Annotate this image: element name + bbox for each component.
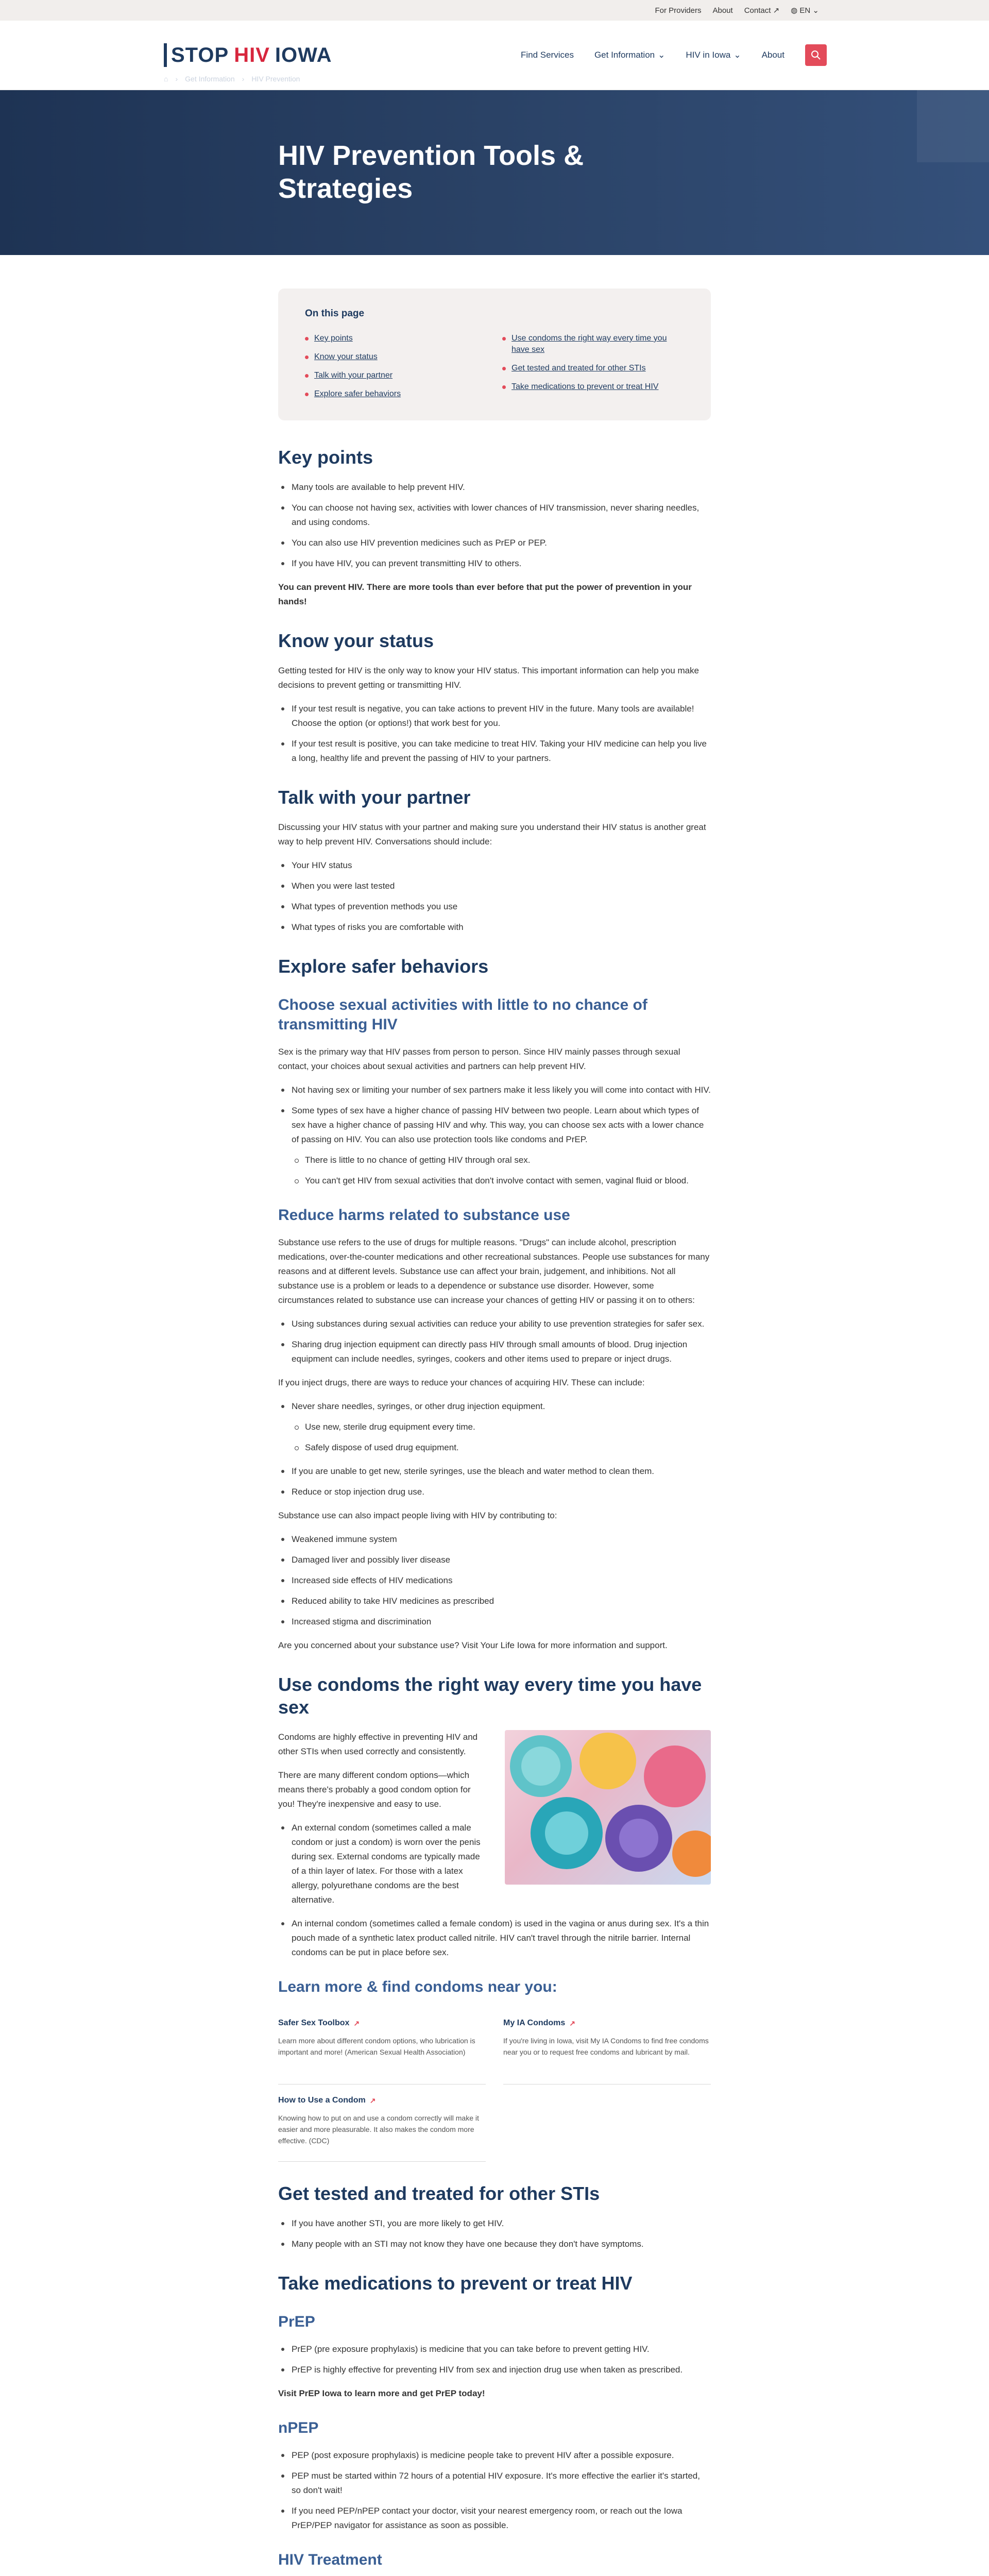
harms-inject-sublist [292, 1420, 711, 1455]
key-points-list [278, 480, 711, 571]
resource-card[interactable] [278, 2084, 486, 2162]
harms-list [278, 1317, 711, 1366]
nav-label: Find Services [520, 50, 574, 60]
condoms-list-2 [278, 1917, 711, 1960]
site-logo[interactable] [164, 43, 332, 67]
chevron-right-icon: › [242, 75, 245, 83]
list-item: PEP (post exposure prophylaxis) is medicine people take to prevent HIV after a possible exposure. [278, 2448, 711, 2463]
list-item: What types of prevention methods you use [278, 900, 711, 914]
chevron-down-icon: ⌄ [734, 50, 741, 60]
safer-subheading: Choose sexual activities with little to no chance of transmitting HIV [278, 996, 647, 1033]
list-item: An external condom (sometimes called a male condom or just a condom) is worn over the penis during sex. External condoms are typically made of a thin layer of latex. For those with a latex allergy, polyurethane condoms are the best alternative. [278, 1821, 489, 1907]
partner-list [278, 858, 711, 935]
list-item: If your test result is negative, you can take actions to prevent HIV in the future. Many tools are available! Choose the option (or options!) that work best for you. [278, 702, 711, 731]
external-link-icon: ↗ [569, 2019, 576, 2027]
nav-find-services[interactable] [521, 50, 574, 60]
hero-decoration [917, 90, 989, 162]
list-item: What types of risks you are comfortable with [278, 920, 711, 935]
list-item: An internal condom (sometimes called a female condom) is used in the vagina or anus during sex. It's a thin pouch made of a synthetic latex product called nitrile. HIV can't travel through the nitrile barrier. Internal condoms can be put in place before sex. [278, 1917, 711, 1960]
list-item: Reduced ability to take HIV medicines as prescribed [278, 1594, 711, 1608]
nav-label: HIV in Iowa [686, 50, 731, 60]
prep-list [278, 2342, 711, 2377]
list-item: When you were last tested [278, 879, 711, 893]
harms-intro: Substance use refers to the use of drugs for multiple reasons. "Drugs" can include alcohol, prescription medications, over-the-counter medications and other recreational substances. People use substances for many reasons and at different levels. Substance use can affect your brain, judgement, and inhibitions. Not all substance use is a problem or leads to a dependence or substance use disorder. However, some circumstances related to substance use can increase your chances of getting HIV or passing it on to others: [278, 1238, 710, 1305]
toc-heading: On this page [305, 308, 365, 319]
toc-link[interactable]: Talk with your partner [305, 370, 487, 381]
partner-intro: Discussing your HIV status with your partner and making sure you understand their HIV status is another great way to help prevent HIV. Conversations should include: [278, 822, 706, 846]
search-icon [811, 50, 821, 60]
prep-heading: PrEP [278, 2313, 315, 2330]
prep-iowa-link[interactable]: Visit PrEP Iowa to learn more and get PrEP today! [278, 2388, 485, 2398]
card-title: How to Use a Condom [278, 2096, 366, 2105]
safer-intro: Sex is the primary way that HIV passes from person to person. Since HIV mainly passes through sexual contact, your choices about sexual activities and partners can help prevent HIV. [278, 1047, 680, 1071]
contact-link[interactable] [744, 6, 779, 15]
key-points-heading: Key points [278, 447, 373, 468]
condoms-section [278, 1730, 711, 1917]
home-icon[interactable]: ⌂ [164, 75, 168, 83]
utility-bar [0, 0, 989, 21]
list-item: Many tools are available to help prevent HIV. [278, 480, 711, 495]
list-item: You can also use HIV prevention medicines such as PrEP or PEP. [278, 536, 711, 550]
for-providers-link[interactable]: For Providers [655, 6, 702, 15]
list-item: Many people with an STI may not know they have one because they don't have symptoms. [278, 2237, 711, 2251]
about-link[interactable]: About [712, 6, 733, 15]
nav-hiv-in-iowa[interactable] [686, 50, 741, 60]
list-item: Increased stigma and discrimination [278, 1615, 711, 1629]
nav-about[interactable] [762, 50, 785, 60]
chevron-down-icon: ⌄ [812, 6, 819, 15]
list-item: If you have HIV, you can prevent transmitting HIV to others. [278, 556, 711, 571]
stis-list [278, 2216, 711, 2251]
condoms-learn-heading: Learn more & find condoms near you: [278, 1978, 557, 1995]
breadcrumb-current: HIV Prevention [251, 75, 300, 83]
key-points-closing: You can prevent HIV. There are more tools than ever before that put the power of prevention in your hands! [278, 582, 692, 606]
list-item-text: Never share needles, syringes, or other drug injection equipment. [292, 1401, 545, 1411]
harms-inject-list [278, 1399, 711, 1499]
list-item: Your HIV status [278, 858, 711, 873]
treatment-heading: HIV Treatment [278, 2551, 382, 2568]
language-label: EN [799, 6, 811, 15]
status-heading: Know your status [278, 630, 434, 651]
list-item: Weakened immune system [278, 1532, 711, 1547]
status-intro: Getting tested for HIV is the only way to know your HIV status. This important information can help you make decisions to prevent getting or transmitting HIV. [278, 666, 700, 690]
list-item: PrEP is highly effective for preventing HIV from sex and injection drug use when taken as prescribed. [278, 2363, 711, 2377]
logo-bar [164, 43, 167, 67]
condoms-photo [505, 1730, 711, 1885]
list-item [278, 1104, 711, 1188]
list-item: If you need PEP/nPEP contact your doctor, visit your nearest emergency room, or reach out the Iowa PrEP/PEP navigator for assistance as soon as possible. [278, 2504, 711, 2533]
condom-resources [278, 2007, 711, 2162]
list-item-text: Some types of sex have a higher chance of passing HIV between two people. Learn about which types of sex have a higher chance of passing HIV and why. This way, you can choose sex acts with a lower chance of passing on HIV. You can also use protection tools like condoms and PrEP. [292, 1106, 704, 1144]
globe-icon: ◍ [791, 6, 798, 15]
toc-link[interactable]: Take medications to prevent or treat HIV [502, 381, 684, 393]
language-selector[interactable] [791, 6, 819, 15]
card-body: If you're living in Iowa, visit My IA Condoms to find free condoms near you or to request free condoms and lubricant by mail. [503, 2037, 709, 2056]
site-header [0, 21, 989, 90]
logo-stop: STOP [171, 43, 229, 66]
list-item: Reduce or stop injection drug use. [278, 1485, 711, 1499]
nav-get-information[interactable] [594, 50, 665, 60]
resource-card[interactable] [278, 2007, 486, 2084]
harms-inject-intro: If you inject drugs, there are ways to reduce your chances of acquiring HIV. These can include: [278, 1378, 645, 1387]
list-item: If you are unable to get new, sterile syringes, use the bleach and water method to clean them. [278, 1464, 711, 1479]
breadcrumb-get-information[interactable]: Get Information [185, 75, 235, 83]
condoms-illustration [505, 1730, 711, 1885]
nav-label: Get Information [594, 50, 655, 60]
safer-heading: Explore safer behaviors [278, 956, 489, 977]
condoms-heading: Use condoms the right way every time you have sex [278, 1674, 702, 1718]
list-item: PrEP (pre exposure prophylaxis) is medicine that you can take before to prevent getting HIV. [278, 2342, 711, 2357]
condoms-text [278, 1730, 489, 1917]
toc-link[interactable]: Get tested and treated for other STIs [502, 363, 684, 374]
card-body: Learn more about different condom options, who lubrication is important and more! (American Sexual Health Association) [278, 2037, 475, 2056]
card-title: My IA Condoms [503, 2019, 566, 2027]
condoms-p2: There are many different condom options—which means there's probably a good condom option for you! They're inexpensive and easy to use. [278, 1770, 471, 1809]
list-item [278, 1399, 711, 1455]
search-button[interactable] [805, 44, 827, 66]
external-link-icon: ↗ [369, 2096, 376, 2105]
card-body: Knowing how to put on and use a condom correctly will make it easier and more pleasurable. It also makes the condom more effective. (CDC) [278, 2114, 479, 2145]
list-item: Increased side effects of HIV medications [278, 1573, 711, 1588]
list-item: Safely dispose of used drug equipment. [292, 1440, 711, 1455]
list-item: Damaged liver and possibly liver disease [278, 1553, 711, 1567]
toc-col-1 [305, 333, 487, 400]
resource-card[interactable] [503, 2007, 711, 2084]
chevron-down-icon: ⌄ [658, 50, 666, 60]
list-item: Sharing drug injection equipment can directly pass HIV through small amounts of blood. Drug injection equipment can include needles, syringes, cookers and other items used to prepare or inject drugs. [278, 1337, 711, 1366]
list-item: Using substances during sexual activities can reduce your ability to use prevention strategies for safer sex. [278, 1317, 711, 1331]
list-item: If your test result is positive, you can take medicine to treat HIV. Taking your HIV medicine can help you live a long, healthy life and prevent the passing of HIV to your partners. [278, 737, 711, 766]
external-link-icon: ↗ [773, 6, 780, 15]
toc-link[interactable]: Explore safer behaviors [305, 388, 487, 400]
list-item: PEP must be started within 72 hours of a potential HIV exposure. It's more effective the earlier it's started, so don't wait! [278, 2469, 711, 2498]
contact-label: Contact [744, 6, 771, 15]
logo-iowa: IOWA [275, 43, 332, 66]
on-this-page [278, 289, 711, 420]
safer-sublist [292, 1153, 711, 1188]
list-item: Not having sex or limiting your number of sex partners make it less likely you will come into contact with HIV. [278, 1083, 711, 1097]
condoms-list [278, 1821, 489, 1907]
condoms-p1: Condoms are highly effective in preventing HIV and other STIs when used correctly and consistently. [278, 1732, 478, 1756]
list-item: You can choose not having sex, activities with lower chances of HIV transmission, never sharing needles, and using condoms. [278, 501, 711, 530]
external-link-icon: ↗ [353, 2019, 360, 2027]
harms-your-life-iowa[interactable]: Are you concerned about your substance use? Visit Your Life Iowa for more information and support. [278, 1640, 668, 1650]
toc-link[interactable]: Key points [305, 333, 487, 344]
chevron-right-icon: › [175, 75, 178, 83]
list-item: You can't get HIV from sexual activities that don't involve contact with semen, vaginal fluid or blood. [292, 1174, 711, 1188]
harms-impact-intro: Substance use can also impact people living with HIV by contributing to: [278, 1511, 557, 1520]
stis-heading: Get tested and treated for other STIs [278, 2183, 600, 2204]
list-item: If you have another STI, you are more likely to get HIV. [278, 2216, 711, 2231]
list-item: Use new, sterile drug equipment every time. [292, 1420, 711, 1434]
breadcrumb [164, 75, 300, 83]
card-title: Safer Sex Toolbox [278, 2019, 350, 2027]
meds-heading: Take medications to prevent or treat HIV [278, 2273, 633, 2294]
status-list [278, 702, 711, 766]
safer-list [278, 1083, 711, 1188]
main-content [278, 289, 711, 2576]
list-item: There is little to no chance of getting HIV through oral sex. [292, 1153, 711, 1167]
toc-link[interactable]: Use condoms the right way every time you have sex [502, 333, 684, 355]
npep-heading: nPEP [278, 2419, 319, 2436]
toc-link[interactable]: Know your status [305, 351, 487, 363]
npep-list [278, 2448, 711, 2533]
page-title-text: HIV Prevention Tools & Strategies [278, 140, 584, 204]
main-nav [521, 44, 827, 66]
harms-impact-list [278, 1532, 711, 1629]
logo-hiv: HIV [234, 43, 270, 66]
nav-label: About [761, 50, 785, 60]
partner-heading: Talk with your partner [278, 787, 471, 808]
harms-subheading: Reduce harms related to substance use [278, 1207, 570, 1224]
toc-col-2 [502, 333, 684, 400]
